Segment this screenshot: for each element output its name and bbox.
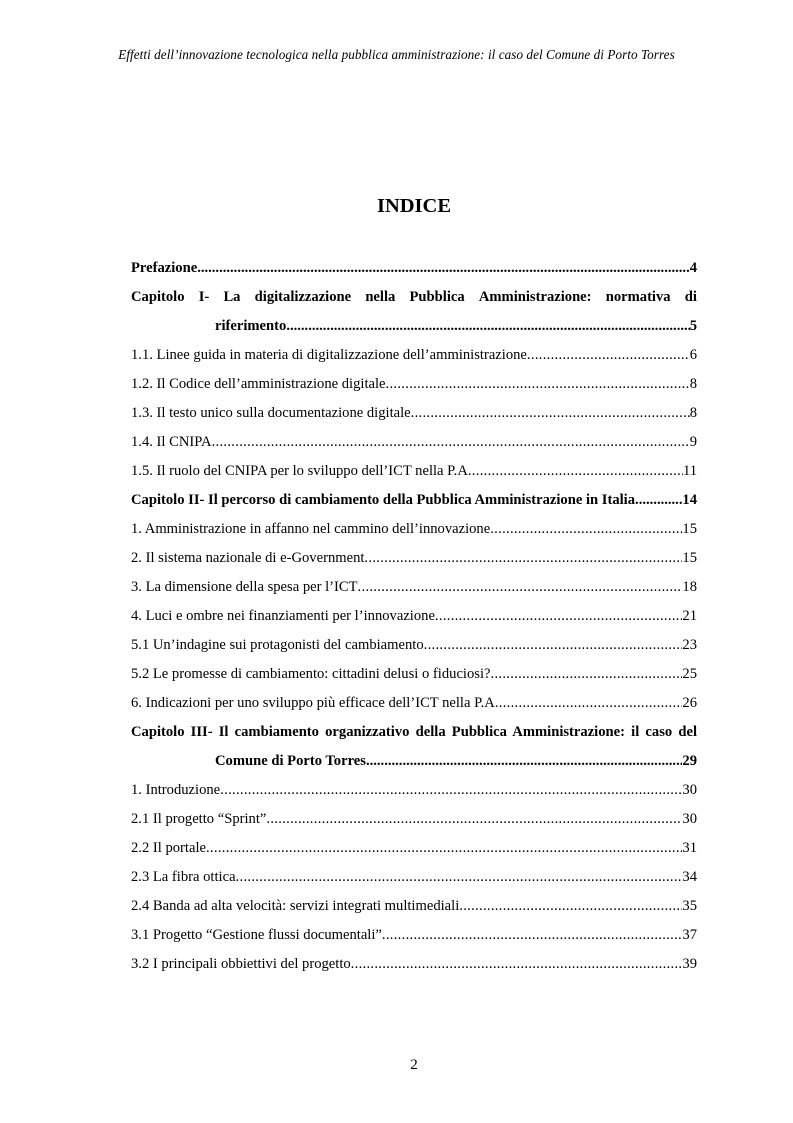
- toc-entry-label: 5.2 Le promesse di cambiamento: cittadini delusi o fiduciosi?: [131, 666, 491, 682]
- toc-entry[interactable]: [131, 689, 697, 718]
- dot-leader: [212, 428, 690, 457]
- toc-entry[interactable]: [131, 892, 697, 921]
- dot-leader: [495, 689, 683, 718]
- dot-leader: [635, 486, 682, 515]
- toc-entry[interactable]: [131, 805, 697, 834]
- toc-entry-label: 1.2. Il Codice dell’amministrazione digitale: [131, 376, 386, 392]
- toc-entry-page: 30: [682, 782, 697, 798]
- dot-leader: [386, 370, 690, 399]
- toc-entry-label: 1. Introduzione: [131, 782, 221, 798]
- toc-entry-label: riferimento: [215, 318, 287, 334]
- toc-entry-page: 35: [682, 898, 697, 914]
- toc-entry[interactable]: [131, 602, 697, 631]
- toc-entry[interactable]: [131, 341, 697, 370]
- toc-entry-label: 4. Luci e ombre nei finanziamenti per l’innovazione: [131, 608, 435, 624]
- toc-entry-page: 8: [689, 405, 697, 421]
- toc-word: di: [684, 289, 697, 305]
- toc-title: INDICE: [376, 195, 452, 217]
- toc-word: normativa: [605, 289, 671, 305]
- toc-entry-page: 25: [682, 666, 697, 682]
- toc-entry[interactable]: [131, 544, 697, 573]
- toc-entry-page: 6: [689, 347, 697, 363]
- toc-word: digitalizzazione: [254, 289, 352, 305]
- toc-entry-label: 2.4 Banda ad alta velocità: servizi integrati multimediali: [131, 898, 460, 914]
- toc-entry-page: 15: [682, 521, 697, 537]
- toc-entry-page: 14: [682, 492, 697, 508]
- toc-entry-label: 1.3. Il testo unico sulla documentazione digitale: [131, 405, 411, 421]
- toc-entry-page: 30: [682, 811, 697, 827]
- dot-leader: [424, 631, 683, 660]
- dot-leader: [364, 544, 682, 573]
- toc-word: Pubblica: [409, 289, 465, 305]
- toc-word: I-: [198, 289, 210, 305]
- toc-entry-label: 2. Il sistema nazionale di e-Government: [131, 550, 365, 566]
- dot-leader: [236, 863, 683, 892]
- toc-entry[interactable]: [131, 921, 697, 950]
- toc-entry[interactable]: [131, 834, 697, 863]
- toc-entry[interactable]: [131, 950, 697, 979]
- toc-entry-label: 3.1 Progetto “Gestione flussi documentali”: [131, 927, 382, 943]
- dot-leader: [266, 805, 682, 834]
- dot-leader: [382, 921, 683, 950]
- toc-entry-page: 4: [689, 260, 697, 276]
- dot-leader: [366, 747, 682, 776]
- toc-word: Capitolo: [131, 289, 185, 305]
- toc-entry-page: 15: [682, 550, 697, 566]
- toc-entry-capitolo-2[interactable]: [131, 486, 697, 515]
- toc-entry[interactable]: [131, 863, 697, 892]
- toc-entry-label: Capitolo II- Il percorso di cambiamento della Pubblica Amministrazione in Italia: [131, 492, 636, 508]
- toc-entry-page: 9: [689, 434, 697, 450]
- dot-leader: [468, 457, 683, 486]
- toc-entry-label: Prefazione: [131, 260, 198, 276]
- toc-entry-page: 8: [689, 376, 697, 392]
- dot-leader: [286, 312, 689, 341]
- toc-entry-label: 1.5. Il ruolo del CNIPA per lo sviluppo dell’ICT nella P.A: [131, 463, 468, 479]
- toc-entry[interactable]: [131, 631, 697, 660]
- dot-leader: [358, 573, 683, 602]
- table-of-contents: [131, 254, 697, 979]
- toc-entry-page: 18: [682, 579, 697, 595]
- toc-entry-label: Comune di Porto Torres: [215, 753, 366, 769]
- dot-leader: [527, 341, 690, 370]
- toc-entry[interactable]: [131, 776, 697, 805]
- toc-entry-capitolo-1-cont[interactable]: [131, 312, 697, 341]
- toc-entry-page: 31: [682, 840, 697, 856]
- toc-entry[interactable]: [131, 370, 697, 399]
- toc-entry-label: 1.4. Il CNIPA: [131, 434, 212, 450]
- toc-entry-capitolo-3-cont[interactable]: [131, 747, 697, 776]
- toc-word: La: [223, 289, 241, 305]
- toc-word: Amministrazione:: [478, 289, 592, 305]
- toc-entry-label: 1.1. Linee guida in materia di digitalizzazione dell’amministrazione: [131, 347, 527, 363]
- dot-leader: [220, 776, 682, 805]
- toc-entry-page: 39: [682, 956, 697, 972]
- dot-leader: [351, 950, 683, 979]
- toc-entry[interactable]: [131, 515, 697, 544]
- toc-entry-page: 37: [682, 927, 697, 943]
- toc-entry-capitolo-1[interactable]: [131, 283, 697, 312]
- toc-entry-label: 3.2 I principali obbiettivi del progetto: [131, 956, 351, 972]
- toc-entry-page: 11: [682, 463, 697, 479]
- toc-entry-page: 21: [682, 608, 697, 624]
- toc-entry-capitolo-3[interactable]: Capitolo III- Il cambiamento organizzativo della Pubblica Amministrazione: il caso del: [131, 724, 697, 740]
- toc-entry-page: 29: [682, 753, 697, 769]
- toc-entry-label: 3. La dimensione della spesa per l’ICT: [131, 579, 358, 595]
- toc-entry-prefazione[interactable]: [131, 254, 697, 283]
- toc-entry-label: 1. Amministrazione in affanno nel cammino dell’innovazione: [131, 521, 491, 537]
- toc-entry[interactable]: [131, 573, 697, 602]
- toc-entry-label: 6. Indicazioni per uno sviluppo più efficace dell’ICT nella P.A: [131, 695, 495, 711]
- dot-leader: [490, 515, 682, 544]
- toc-entry-page: 5: [689, 318, 697, 334]
- dot-leader: [459, 892, 682, 921]
- dot-leader: [197, 254, 690, 283]
- page-number: 2: [410, 1057, 418, 1073]
- toc-entry-page: 23: [682, 637, 697, 653]
- dot-leader: [491, 660, 683, 689]
- toc-entry[interactable]: [131, 428, 697, 457]
- dot-leader: [411, 399, 690, 428]
- dot-leader: [435, 602, 682, 631]
- toc-entry[interactable]: [131, 660, 697, 689]
- toc-entry-page: 26: [682, 695, 697, 711]
- toc-entry[interactable]: [131, 399, 697, 428]
- dot-leader: [206, 834, 682, 863]
- toc-entry-label: 2.1 Il progetto “Sprint”: [131, 811, 267, 827]
- running-header: Effetti dell’innovazione tecnologica nella pubblica amministrazione: il caso del Comune di Porto Torres: [118, 47, 675, 62]
- toc-entry-label: 2.2 Il portale: [131, 840, 206, 856]
- toc-entry-page: 34: [682, 869, 697, 885]
- toc-entry-label: 5.1 Un’indagine sui protagonisti del cambiamento: [131, 637, 424, 653]
- toc-entry-label: 2.3 La fibra ottica: [131, 869, 236, 885]
- toc-entry[interactable]: [131, 457, 697, 486]
- toc-word: nella: [365, 289, 396, 305]
